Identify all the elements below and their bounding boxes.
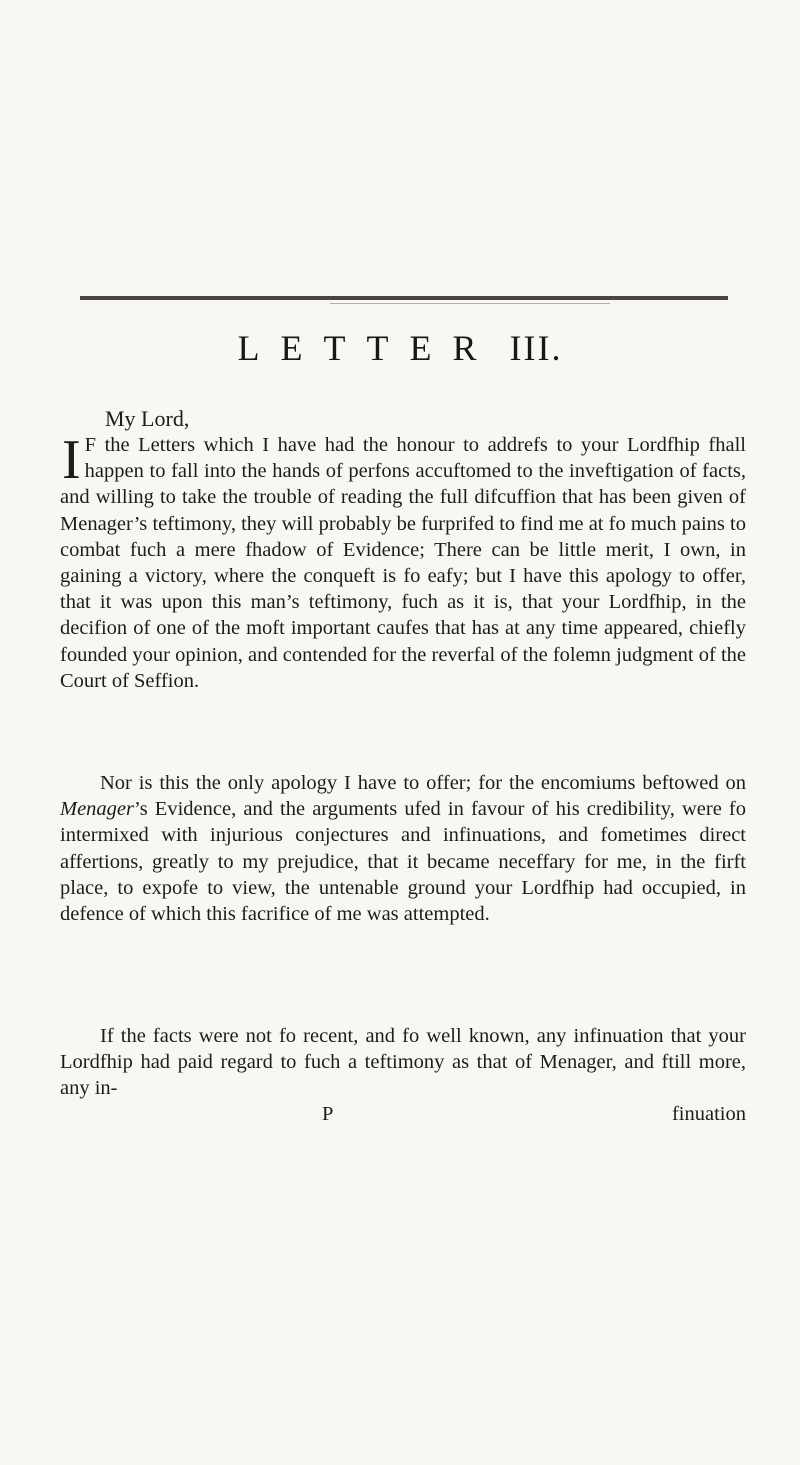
salutation: My Lord, [105, 406, 190, 431]
paragraph-2 [60, 770, 746, 927]
signature-mark: P [322, 1103, 334, 1125]
paragraph-1 [60, 429, 746, 694]
paragraph-2-text-start: Nor is this the only apology I have to offer; for the encomiums beftowed on [100, 772, 746, 794]
paragraph-2-italic-name: Menager [60, 798, 135, 821]
page-footer [60, 1101, 746, 1127]
heading-numeral: III. [509, 328, 563, 368]
drop-cap: I [62, 429, 81, 491]
letter-heading [0, 328, 800, 368]
paragraph-3-text: If the facts were not fo recent, and fo well known, any infinuation that your Lordfhip had paid regard to fuch a teftimony as that of Menager, and ftill more, any in- [60, 1025, 746, 1100]
paragraph-2-text-end: ’s Evidence, and the arguments ufed in favour of his credibility, were fo intermixed with injurious conjectures and infinuations, and fometimes direct affertions, greatly to my prejudice, that it became neceffary for me, in the firft place, to expofe to view, the untenable ground your Lordfhip had occupied, in defence of which this facrifice of me was attempted. [60, 798, 746, 926]
heading-letters: LETTER [237, 328, 498, 368]
ornamental-rule-thin [330, 303, 610, 304]
paragraph-1-text: F the Letters which I have had the honour to addrefs to your Lordfhip fhall happen to fall into the hands of perfons accuftomed to the inveftigation of facts, and willing to take the trouble of reading the full difcuffion that has been given of Menager’s teftimony, they will probably be furprifed to find me at fo much pains to combat fuch a mere fhadow of Evidence; There can be little merit, I own, in gaining a victory, where the conqueft is fo eafy; but I have this apology to offer, that it was upon this man’s teftimony, fuch as it is, that your Lordfhip, in the decifion of one of the moft important caufes that has at any time appeared, chiefly founded your opinion, and contended for the reverfal of the folemn judgment of the Court of Seffion. [60, 434, 746, 692]
catchword: finuation [671, 1103, 746, 1125]
ornamental-rule [80, 296, 728, 300]
paragraph-3 [60, 1023, 746, 1102]
